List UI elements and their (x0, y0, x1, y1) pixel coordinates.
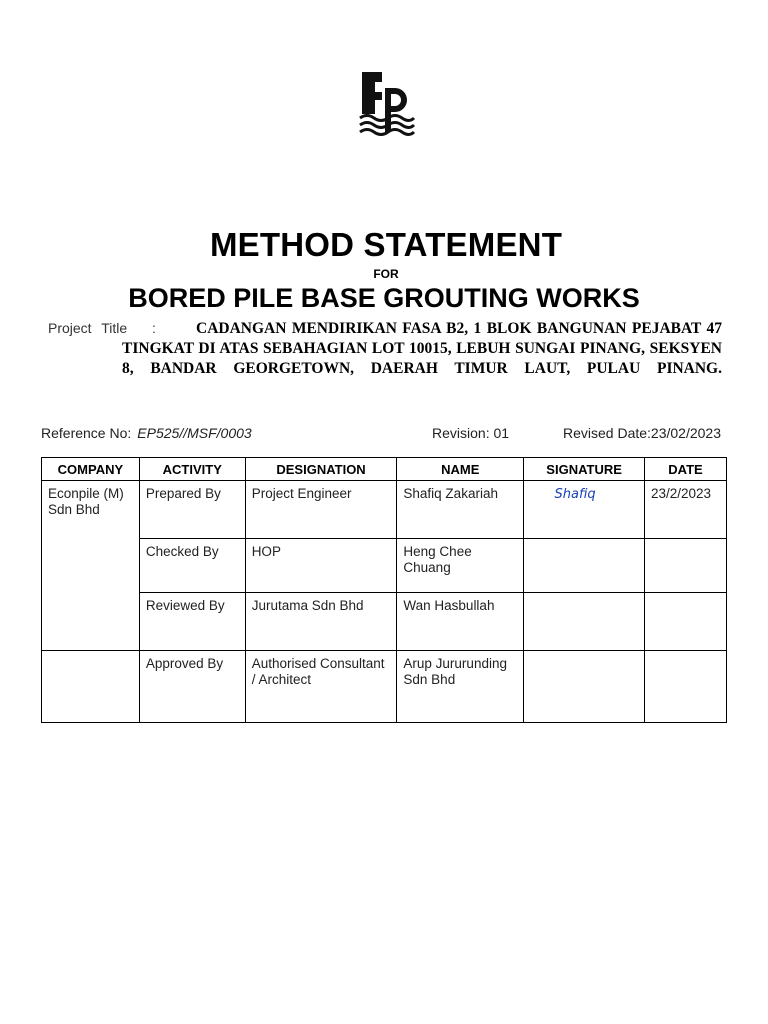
activity-cell: Prepared By (139, 481, 245, 539)
table-row (42, 651, 727, 723)
name-cell: Wan Hasbullah (397, 593, 524, 651)
designation-cell: Jurutama Sdn Bhd (245, 593, 397, 651)
document-subtitle: BORED PILE BASE GROUTING WORKS (128, 283, 640, 313)
name-cell: Heng Chee Chuang (397, 539, 524, 593)
signature-cell (524, 651, 645, 723)
date-cell: 23/2/2023 (645, 481, 727, 539)
reference-label: Reference No: (41, 425, 132, 441)
for-label: FOR (373, 267, 399, 281)
table-row (42, 539, 727, 593)
project-title-colon: : (152, 320, 156, 336)
designation-cell: Project Engineer (245, 481, 397, 539)
designation-cell: Authorised Consultant / Architect (245, 651, 397, 723)
designation-cell: HOP (245, 539, 397, 593)
signature-cell (524, 481, 645, 539)
reference-number (41, 425, 252, 441)
revised-date: Revised Date:23/02/2023 (563, 425, 721, 441)
handwritten-signature: Shafiq (554, 487, 596, 502)
table-row (42, 593, 727, 651)
activity-cell: Approved By (139, 651, 245, 723)
project-title-label: Project Title (48, 320, 128, 336)
name-cell: Arup Jururunding Sdn Bhd (397, 651, 524, 723)
project-title-text: CADANGAN MENDIRIKAN FASA B2, 1 BLOK BANGUNAN PEJABAT 47 TINGKAT DI ATAS SEBAHAGIAN LOT 10015, LEBUH SUNGAI PINANG, SEKSYEN 8, BANDAR GEORGETOWN, DAERAH TIMUR LAUT, PULAU PINANG. (122, 320, 722, 377)
column-header: COMPANY (42, 458, 140, 481)
signature-cell (524, 539, 645, 593)
table-header-row (42, 458, 727, 481)
date-cell (645, 651, 727, 723)
column-header: SIGNATURE (524, 458, 645, 481)
date-cell (645, 593, 727, 651)
document-title: METHOD STATEMENT (209, 226, 563, 263)
ep-company-logo-icon (358, 70, 416, 140)
project-title-block (48, 318, 720, 398)
column-header: DATE (645, 458, 727, 481)
company-cell (42, 651, 140, 723)
date-cell (645, 539, 727, 593)
approval-table (41, 457, 727, 723)
column-header: DESIGNATION (245, 458, 397, 481)
activity-cell: Reviewed By (139, 593, 245, 651)
column-header: ACTIVITY (139, 458, 245, 481)
column-header: NAME (397, 458, 524, 481)
company-cell: Econpile (M) Sdn Bhd (42, 481, 140, 651)
activity-cell: Checked By (139, 539, 245, 593)
revision-number: Revision: 01 (432, 425, 510, 441)
signature-cell (524, 593, 645, 651)
table-row (42, 481, 727, 539)
reference-value: EP525//MSF/0003 (137, 425, 252, 441)
name-cell: Shafiq Zakariah (397, 481, 524, 539)
